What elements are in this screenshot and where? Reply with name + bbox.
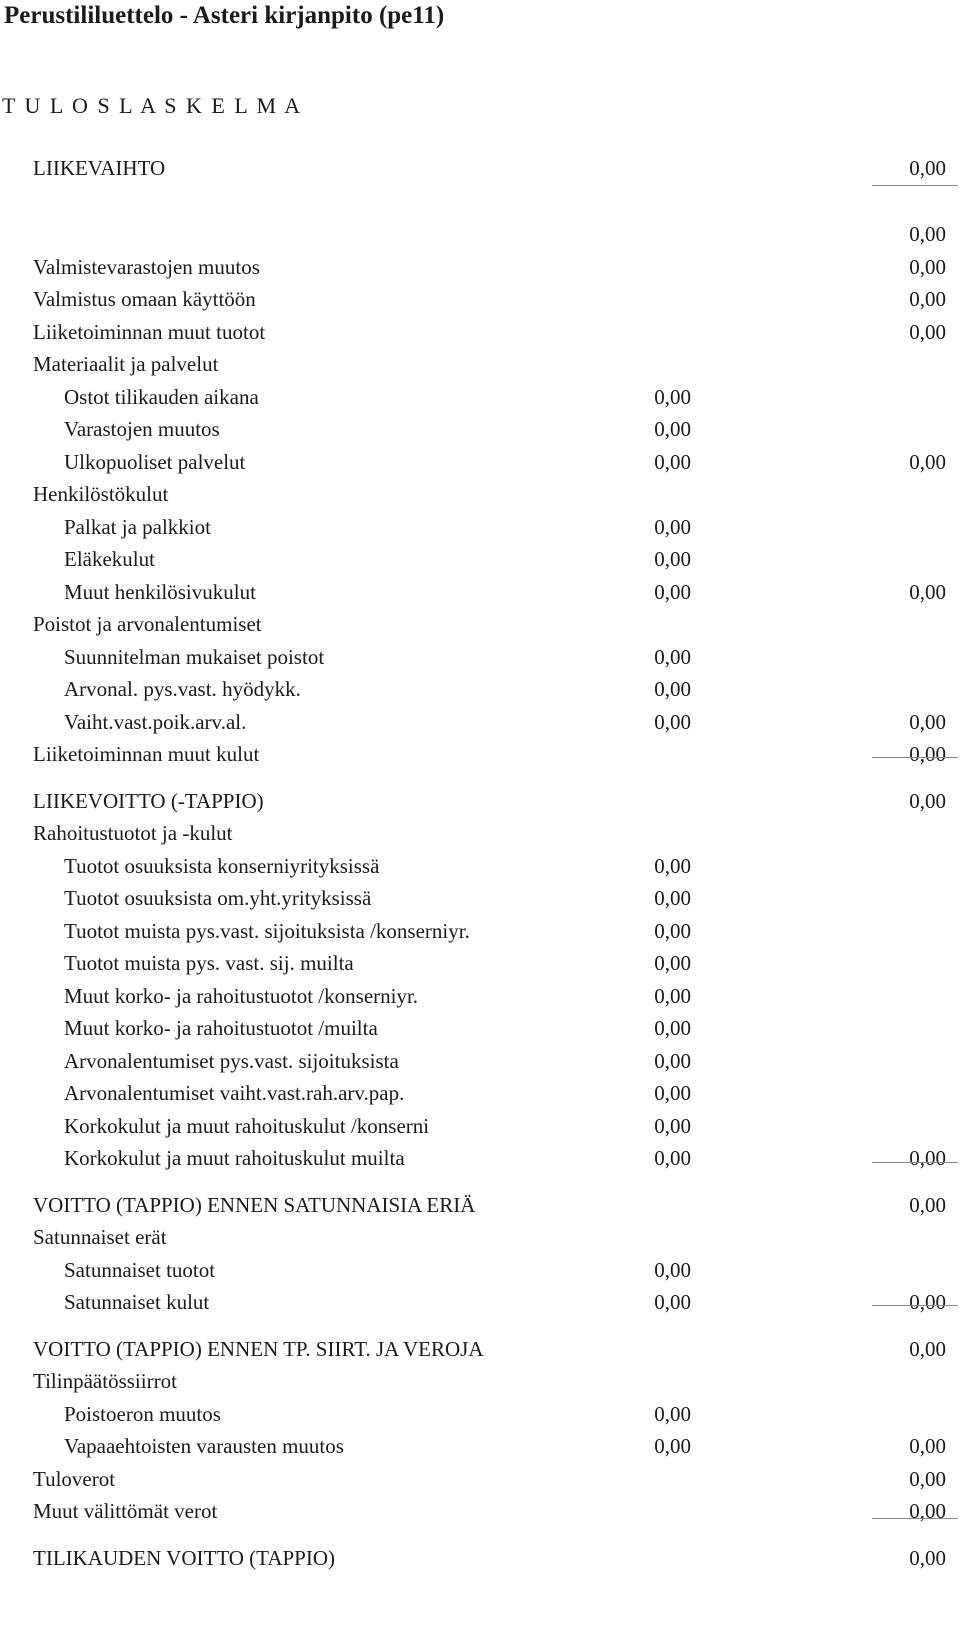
- row-subtotal-value: 0,00: [654, 854, 691, 878]
- statement-row: [0, 415, 960, 443]
- row-label: Vapaaehtoisten varausten muutos: [64, 1434, 344, 1458]
- row-subtotal-value: 0,00: [654, 580, 691, 604]
- row-subtotal-value: 0,00: [654, 1081, 691, 1105]
- row-label: Arvonalentumiset pys.vast. sijoituksista: [64, 1049, 399, 1073]
- row-label: Muut korko- ja rahoitustuotot /muilta: [64, 1016, 378, 1040]
- row-total-value: 0,00: [909, 580, 946, 604]
- statement-row: [0, 545, 960, 573]
- statement-row: [0, 708, 960, 736]
- statement-row: [0, 1335, 960, 1363]
- total-underline: [872, 1305, 958, 1306]
- statement-row: [0, 318, 960, 346]
- statement-row: [0, 513, 960, 541]
- row-label: VOITTO (TAPPIO) ENNEN SATUNNAISIA ERIÄ: [33, 1193, 476, 1217]
- row-label: Tuotot muista pys. vast. sij. muilta: [64, 951, 354, 975]
- row-label: Poistoeron muutos: [64, 1402, 221, 1426]
- statement-row: [0, 285, 960, 313]
- statement-row: [0, 1047, 960, 1075]
- row-label: Ostot tilikauden aikana: [64, 385, 259, 409]
- row-subtotal-value: 0,00: [654, 547, 691, 571]
- row-subtotal-value: 0,00: [654, 1114, 691, 1138]
- row-label: Korkokulut ja muut rahoituskulut muilta: [64, 1146, 405, 1170]
- row-subtotal-value: 0,00: [654, 1258, 691, 1282]
- total-underline: [872, 757, 958, 758]
- row-label: Liiketoiminnan muut tuotot: [33, 320, 266, 344]
- statement-row: [0, 1288, 960, 1316]
- total-underline: [872, 185, 958, 186]
- row-subtotal-value: 0,00: [654, 1290, 691, 1314]
- total-underline: [872, 1162, 958, 1163]
- row-label: Korkokulut ja muut rahoituskulut /konserni: [64, 1114, 430, 1138]
- row-label: Satunnaiset kulut: [64, 1290, 210, 1314]
- row-label: Tuotot osuuksista konserniyrityksissä: [64, 854, 380, 878]
- row-subtotal-value: 0,00: [654, 515, 691, 539]
- row-subtotal-value: 0,00: [654, 1402, 691, 1426]
- statement-row: [0, 1191, 960, 1219]
- row-total-value: 0,00: [909, 1290, 946, 1314]
- statement-row: [0, 917, 960, 945]
- row-label: Satunnaiset erät: [33, 1225, 167, 1249]
- row-subtotal-value: 0,00: [654, 677, 691, 701]
- row-label: Tilinpäätössiirrot: [33, 1369, 177, 1393]
- row-subtotal-value: 0,00: [654, 1146, 691, 1170]
- statement-row: [0, 884, 960, 912]
- row-total-value: 0,00: [909, 1467, 946, 1491]
- row-subtotal-value: 0,00: [654, 1049, 691, 1073]
- statement-row: [0, 1432, 960, 1460]
- row-subtotal-value: 0,00: [654, 450, 691, 474]
- row-label: Varastojen muutos: [64, 417, 220, 441]
- row-total-value: 0,00: [909, 255, 946, 279]
- statement-row: [0, 383, 960, 411]
- row-total-value: 0,00: [909, 1546, 946, 1570]
- row-subtotal-value: 0,00: [654, 417, 691, 441]
- statement-row: [0, 1112, 960, 1140]
- row-total-value: 0,00: [909, 450, 946, 474]
- row-label: Tuotot muista pys.vast. sijoituksista /konserniyr.: [64, 919, 470, 943]
- row-subtotal-value: 0,00: [654, 645, 691, 669]
- row-label: LIIKEVAIHTO: [33, 156, 166, 180]
- row-subtotal-value: 0,00: [654, 385, 691, 409]
- row-total-value: 0,00: [909, 1434, 946, 1458]
- row-label: Arvonal. pys.vast. hyödykk.: [64, 677, 301, 701]
- statement-row: [0, 1465, 960, 1493]
- row-label: Eläkekulut: [64, 547, 155, 571]
- total-underline: [872, 1518, 958, 1519]
- row-total-value: 0,00: [909, 710, 946, 734]
- section-heading: T U L O S L A S K E L M A: [2, 93, 303, 118]
- row-total-value: 0,00: [909, 1337, 946, 1361]
- statement-row: [0, 1544, 960, 1572]
- row-label: VOITTO (TAPPIO) ENNEN TP. SIIRT. JA VEROJA: [33, 1337, 484, 1361]
- statement-row: [0, 740, 960, 768]
- statement-row: [0, 1223, 960, 1251]
- statement-row: [0, 1014, 960, 1042]
- row-subtotal-value: 0,00: [654, 1434, 691, 1458]
- row-label: Arvonalentumiset vaiht.vast.rah.arv.pap.: [64, 1081, 405, 1105]
- statement-row: [0, 949, 960, 977]
- row-label: Materiaalit ja palvelut: [33, 352, 219, 376]
- statement-row: [0, 1079, 960, 1107]
- statement-row: [0, 1256, 960, 1284]
- row-label: Tuotot osuuksista om.yht.yrityksissä: [64, 886, 372, 910]
- statement-row: [0, 787, 960, 815]
- row-label: Liiketoiminnan muut kulut: [33, 742, 260, 766]
- row-label: Rahoitustuotot ja -kulut: [33, 821, 233, 845]
- row-label: Muut välittömät verot: [33, 1499, 218, 1523]
- row-label: Valmistevarastojen muutos: [33, 255, 260, 279]
- statement-row: [0, 448, 960, 476]
- row-total-value: 0,00: [909, 1146, 946, 1170]
- row-subtotal-value: 0,00: [654, 951, 691, 975]
- statement-row: [0, 350, 960, 378]
- row-total-value: 0,00: [909, 1193, 946, 1217]
- row-subtotal-value: 0,00: [654, 919, 691, 943]
- statement-row: [0, 610, 960, 638]
- row-label: Palkat ja palkkiot: [64, 515, 211, 539]
- row-total-value: 0,00: [909, 789, 946, 813]
- statement-row: [0, 480, 960, 508]
- row-subtotal-value: 0,00: [654, 984, 691, 1008]
- statement-row: [0, 578, 960, 606]
- statement-row: [0, 1144, 960, 1172]
- statement-row: [0, 982, 960, 1010]
- row-subtotal-value: 0,00: [654, 886, 691, 910]
- row-total-value: 0,00: [909, 1499, 946, 1523]
- row-label: Henkilöstökulut: [33, 482, 169, 506]
- row-label: Ulkopuoliset palvelut: [64, 450, 246, 474]
- statement-row: [0, 1367, 960, 1395]
- row-label: Vaiht.vast.poik.arv.al.: [64, 710, 247, 734]
- statement-row: [0, 675, 960, 703]
- row-subtotal-value: 0,00: [654, 1016, 691, 1040]
- row-subtotal-value: 0,00: [654, 710, 691, 734]
- row-label: Muut korko- ja rahoitustuotot /konserniyr.: [64, 984, 419, 1008]
- row-label: Tuloverot: [33, 1467, 116, 1491]
- row-label: Poistot ja arvonalentumiset: [33, 612, 262, 636]
- row-label: Satunnaiset tuotot: [64, 1258, 216, 1282]
- statement-row: [0, 1400, 960, 1428]
- statement-row: [0, 154, 960, 182]
- statement-row: [0, 1497, 960, 1525]
- row-label: Valmistus omaan käyttöön: [33, 287, 256, 311]
- statement-row: [0, 643, 960, 671]
- statement-row: [0, 852, 960, 880]
- row-label: Muut henkilösivukulut: [64, 580, 256, 604]
- row-label: TILIKAUDEN VOITTO (TAPPIO): [33, 1546, 335, 1570]
- row-total-value: 0,00: [909, 320, 946, 344]
- row-total-value: 0,00: [909, 156, 946, 180]
- row-label: LIIKEVOITTO (-TAPPIO): [33, 789, 264, 813]
- row-label: Suunnitelman mukaiset poistot: [64, 645, 325, 669]
- statement-row: [0, 819, 960, 847]
- statement-row: [0, 253, 960, 281]
- document-title: Perustililuettelo - Asteri kirjanpito (pe11): [4, 2, 445, 29]
- statement-row: [0, 220, 960, 248]
- row-total-value: 0,00: [909, 222, 946, 246]
- row-total-value: 0,00: [909, 287, 946, 311]
- row-total-value: 0,00: [909, 742, 946, 766]
